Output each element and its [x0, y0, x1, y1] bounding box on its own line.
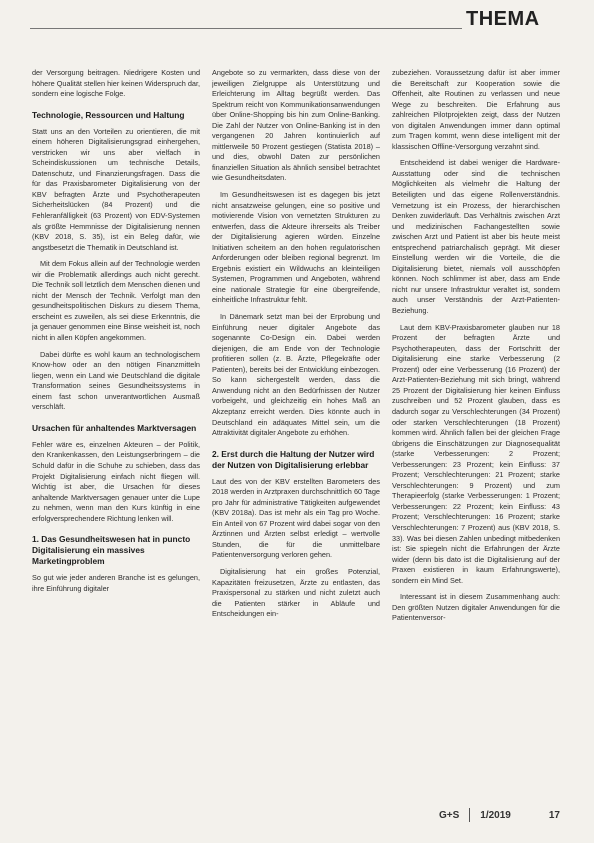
body-paragraph: der Versorgung beitragen. Niedrigere Kosten und höhere Qualität stellen hier keinen Widerspruch dar, sondern eine logische Folge. [32, 68, 200, 99]
page-number: 17 [548, 809, 560, 821]
footer-divider [469, 808, 470, 822]
body-paragraph: Angebote so zu vermarkten, dass diese von der jeweiligen Zielgruppe als Unterstützung und Erleichterung im Alltag begrüßt werden. Das Spektrum reicht von Kommunikationsanwendungen über Online-Shopping bis hin zum Online-Banking. Die Zahl der Nutzer von Online-Banking ist in den vergangenen 20 Jahren kontinuierlich auf mittlerweile 50 Prozent gestiegen (Statista 2018) – und dies, obwohl Daten zur persönlichen finanziellen Situation als ähnlich sensibel betrachtet wie Gesundheitsdaten. [212, 68, 380, 183]
body-paragraph: Entscheidend ist dabei weniger die Hardware-Ausstattung oder sind die technischen Möglichkeiten als vielmehr die Haltung der Beteiligten und das eigene Rollenverständnis. Vernetzung ist ein Prozess, der hierarchischen Denken zuwiderläuft. Das Verhältnis zwischen Arzt und medizinischen Fachangestellten sowie zwischen Arzt und Patient ist aber bis heute meist entsprechend patriarchalisch geprägt. Mit dieser Einstellung werden wir die Vorteile, die die Digitalisierung bietet, niemals voll ausschöpfen können. Noch schlimmer ist aber, dass am Ende nicht nur unsere Infrastruktur veraltet ist, sondern auch unser Verständnis der Arzt-Patienten-Beziehung. [392, 158, 560, 316]
body-paragraph: So gut wie jeder anderen Branche ist es gelungen, ihre Einführung digitaler [32, 573, 200, 593]
body-paragraph: Laut dem KBV-Praxisbarometer glauben nur 18 Prozent der befragten Ärzte und Psychotherapeuten, dass der Fortschritt der Digitalisierung eine starke Verbesserung (2 Prozent) oder eine Verbesserung (16 Prozent) der Arzt-Patienten-Beziehung mit sich bringt, während 25 Prozent der Digitalisierung hier keinen Einfluss zuschreiben und 52 Prozent glauben, dass es dadurch sogar zu Verschlechterungen (34 Prozent) oder starken Verschlechterungen (18 Prozent) kommen wird. Ähnlich fallen bei der gleichen Frage übrigens die Einschätzungen zur Diagnosequalität (starke Verbesserungen: 2 Prozent; Verbesserungen: 23 Prozent; kein Einfluss: 37 Prozent; Verschlechterungen: 21 Prozent; starke Verschlechterungen: 9 Prozent) und zum Therapieerfolg (starke Verbesserungen: 1 Prozent; Verbesserungen: 22 Prozent; kein Einfluss: 43 Prozent; Verschlechterungen: 16 Prozent; starke Verschlechterungen: 7 Prozent) aus (KBV 2018, S. 33). Was bei diesen Zahlen unbedingt mitbedenken ist: Sie spiegeln nicht die Erfahrungen der Ärzte wider (denn bis dato ist die Digitalisierung auf der Praxen existieren in kaum Erfahrungswerte), sondern ein Mind Set. [392, 322, 560, 585]
column-2 [212, 68, 380, 800]
section-heading: Ursachen für anhaltendes Marktversagen [32, 422, 197, 433]
body-paragraph: Statt uns an den Vorteilen zu orientieren, die mit einem höheren Digitalisierungsgrad einhergehen, verstricken wir uns aber vielfach in Scheindiskussionen um technische Details, Datenschutz, und Finanzierungsfragen. Dass die für das Praxisbarometer Digitalisierung von der KBV befragten Ärzte und Psychotherapeuten Sicherheitslücken (84 Prozent) und die Fehleranfälligkeit (63 Prozent) von EDV-Systemen als größte Hemmnisse der Digitalisierung nennen (KBV 2018, S. 35), ist ein Beleg dafür, wie angstbesetzt die Thematik in Deutschland ist. [32, 126, 200, 252]
column-1 [32, 68, 200, 800]
page-footer [439, 807, 560, 823]
section-heading: Technologie, Ressourcen und Haltung [32, 109, 185, 120]
issue-number: 1/2019 [480, 809, 511, 821]
body-paragraph: Fehler wäre es, einzelnen Akteuren – der Politik, den Krankenkassen, den Leistungserbringern – die Schuld dafür in die Schuhe zu schieben, dass das Projekt Digitalisierung einfach nicht fliegen will. Wichtig ist aber, die Ursachen für dieses anhaltende Marktversagen genauer unter die Lupe zu nehmen, wenn man den Kurs künftig in eine erfolgversprechendere Richtung lenken will. [32, 439, 200, 523]
column-3 [392, 68, 560, 800]
section-tag: THEMA [466, 8, 540, 30]
body-paragraph: Laut des von der KBV erstellten Barometers des 2018 werden in Arztpraxen durchschnittlich 60 Tage pro Jahr für administrative Tätigkeiten aufgewendet (KBV 2018a). Das ist mehr als ein Tag pro Woche. Ein Anteil von 67 Prozent wird dabei sogar von den Ärztinnen und Ärzten selbst erledigt – wertvolle Stunden, die für die unmittelbare Patientenversorgung verloren gehen. [212, 476, 380, 560]
body-paragraph: zubeziehen. Voraussetzung dafür ist aber immer die Bereitschaft zur Kooperation sowie die Offenheit, alte Routinen zu verlassen und neue Wege zu beschreiten. Die Erfahrung aus zahlreichen Pilotprojekten zeigt, dass der Nutzen von digitalen Anwendungen immer dann optimal zum Tragen kommt, wenn diese intelligent mit der klassischen Offline-Versorgung verzahnt sind. [392, 68, 560, 151]
body-paragraph: In Dänemark setzt man bei der Erprobung und Einführung neuer digitaler Angebote das sogenannte Co-Design ein. Dabei werden diejenigen, die am Ende von der Technologie profitieren sollen (z. B. Ärzte, Pflegekräfte oder Patienten), bereits bei der Entwicklung einbezogen. So kann sichergestellt werden, dass die Anwendung nicht an den Bedürfnissen der Nutzer vorbeigeht, und gleichzeitig ein hohes Maß an Akzeptanz erreicht werden. Dies könnte auch in Deutschland ein adäquates Mittel sein, um die Attraktivität digitaler Angebote zu erhöhen. [212, 312, 380, 438]
body-paragraph: Mit dem Fokus allein auf der Technologie werden wir die Problematik allerdings auch nicht gerecht. Die Technik soll letztlich dem Menschen dienen und nicht der Mensch der Technik. Verfolgt man den gesundheitspolitischen Diskurs zu diesem Thema, erscheint es zuweilen, als sei diese Erkenntnis, die ja genauer genommen eine Binse weisheit ist, noch nicht in allen Köpfen angekommen. [32, 259, 200, 343]
body-paragraph: Interessant ist in diesem Zusammenhang auch: Den größten Nutzen digitaler Anwendungen für die Patientenversor- [392, 592, 560, 623]
article-columns [32, 68, 562, 800]
section-heading: 1. Das Gesundheitswesen hat in puncto Digitalisierung ein massives Marketingproblem [32, 534, 191, 567]
section-heading: 2. Erst durch die Haltung der Nutzer wird der Nutzen von Digitalisierung erlebbar [212, 448, 375, 470]
body-paragraph: Dabei dürfte es wohl kaum an technologischem Know-how oder an den nötigen Finanzmitteln liegen, wenn ein Land wie Deutschland die digitale Transformation seines Gesundheitssystems in einem fast schon unverantwortlichen Ausmaß verschläft. [32, 349, 200, 412]
header-rule [30, 28, 462, 29]
body-paragraph: Im Gesundheitswesen ist es dagegen bis jetzt nicht ansatzweise gelungen, eine so positive und motivierende Vision von vernetzten Strukturen zu entwerfen, dass die Akteure ihrerseits als Treiber der Digitalisierung agieren würden. Einzelne Initiativen scheitern an den hohen regulatorischen Anforderungen oder bleiben regional begrenzt. Im Ergebnis existiert ein Wildwuchs an kleinteiligen Systemen, Programmen und Angeboten, während eine nationale Strategie für eine übergreifende, einheitliche Infrastruktur fehlt. [212, 190, 380, 305]
body-paragraph: Digitalisierung hat ein großes Potenzial, Kapazitäten freizusetzen, Ärzte zu entlasten, das Praxispersonal zu stärken und nicht zuletzt auch die Patienten stärker in Abläufe und Entscheidungen ein- [212, 566, 380, 619]
journal-name: G+S [438, 809, 460, 821]
